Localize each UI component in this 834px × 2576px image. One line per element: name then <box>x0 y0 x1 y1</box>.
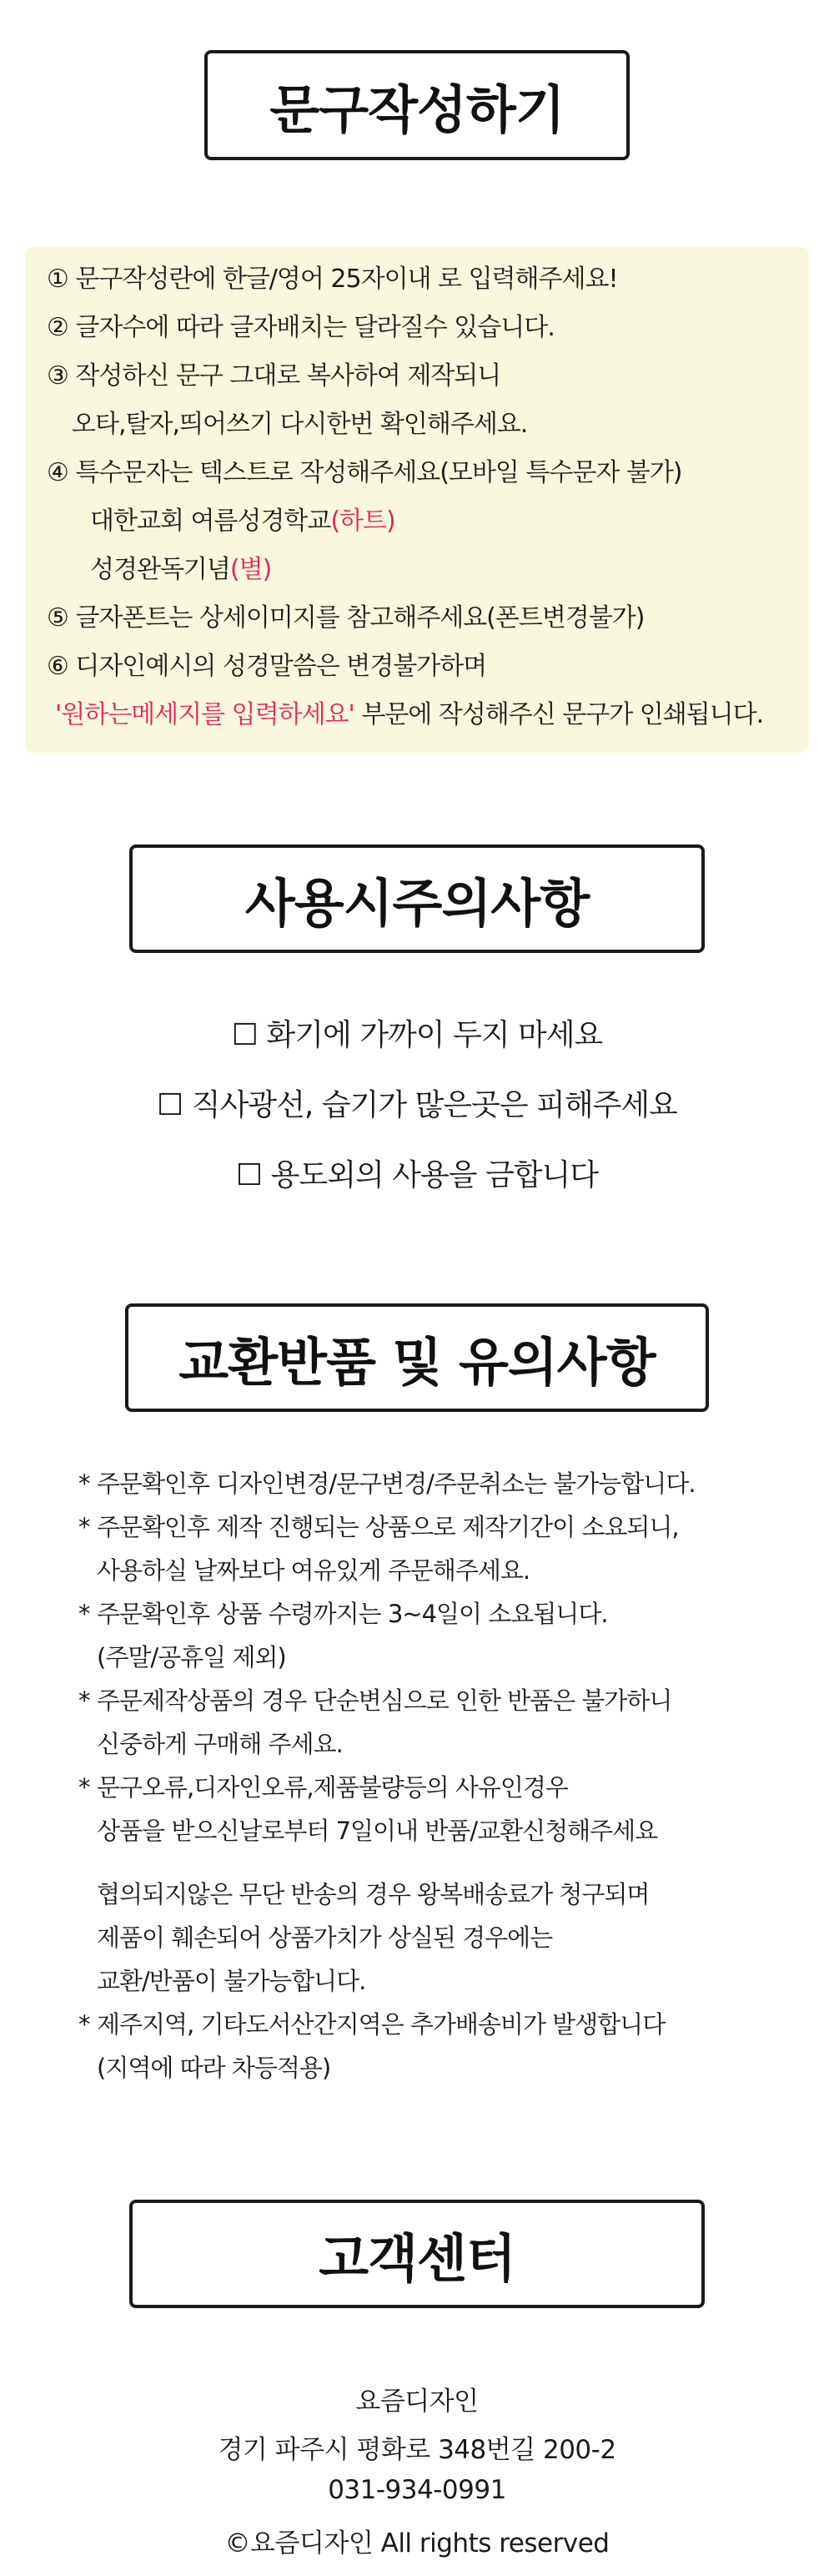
exchange-note <box>80 1679 806 1722</box>
company-phone: 031-934-0991 <box>328 2475 506 2505</box>
exchange-note-continued: 사용하실 날짜보다 여유있게 주문해주세요. <box>97 1556 530 1585</box>
write-guide-line: ⑥ 디자인예시의 성경말씀은 변경불가하며 <box>47 652 487 681</box>
write-guide-line: ③ 작성하신 문구 그대로 복사하여 제작되니 <box>47 361 501 391</box>
exchange-note-continued: 교환/반품이 불가능합니다. <box>97 1967 366 1995</box>
note-text: 주문확인후 디자인변경/문구변경/주문취소는 불가능합니다. <box>97 1469 696 1498</box>
caution-item: ☐ 직사광선, 습기가 많은곳은 피해주세요 <box>157 1088 677 1122</box>
exchange-note-continued: 제품이 훼손되어 상품가치가 상실된 경우에는 <box>97 1923 553 1952</box>
exchange-note <box>80 1766 806 1809</box>
exchange-note-continued: 상품을 받으신날로부터 7일이내 반품/교환신청해주세요 <box>97 1817 658 1845</box>
bullet-star: * <box>78 2010 90 2039</box>
note-text: 주문제작상품의 경우 단순변심으로 인한 반품은 불가하니 <box>97 1686 672 1715</box>
copyright: ©요즘디자인 All rights reserved <box>224 2528 610 2558</box>
exchange-title: 교환반품 및 유의사항 <box>178 1331 656 1393</box>
write-guide-line: ⑤ 글자폰트는 상세이미지를 참고해주세요(폰트변경불가) <box>47 603 645 633</box>
bullet-star: * <box>78 1600 90 1628</box>
example-text: 대한교회 여름성경학교 <box>90 507 331 536</box>
exchange-note <box>80 1592 806 1636</box>
write-guide-line: 오타,탈자,띄어쓰기 다시한번 확인해주세요. <box>72 410 528 439</box>
special-char-example-star <box>47 546 787 594</box>
caution-title: 사용시주의사항 <box>244 872 590 934</box>
caution-item: ☐ 용도외의 사용을 금합니다 <box>235 1158 599 1192</box>
caution-item: ☐ 화기에 가까이 두지 마세요 <box>231 1018 603 1052</box>
message-field-name: '원하는메세지를 입력하세요' <box>55 700 354 729</box>
note-text: 문구오류,디자인오류,제품불량등의 사유인경우 <box>97 1773 568 1802</box>
exchange-notes <box>80 1462 806 2090</box>
note-text: 제주지역, 기타도서산간지역은 추가배송비가 발생합니다 <box>97 2010 666 2039</box>
exchange-note-continued: 신중하게 구매해 주세요. <box>97 1730 343 1758</box>
note-text: 주문확인후 상품 수령까지는 3~4일이 소요됩니다. <box>97 1600 608 1628</box>
write-guide-line: ① 문구작성란에 한글/영어 25자이내 로 입력해주세요! <box>47 265 618 294</box>
contact-title-box <box>129 2200 705 2308</box>
exchange-note-continued: 협의되지않은 무단 반송의 경우 왕복배송료가 청구되며 <box>97 1880 650 1908</box>
exchange-title-box <box>125 1303 709 1412</box>
message-field-note <box>47 691 787 739</box>
exchange-note <box>80 1462 806 1505</box>
write-guide-line: ② 글자수에 따라 글자배치는 달라질수 있습니다. <box>47 313 555 342</box>
bullet-star: * <box>78 1773 90 1802</box>
caution-title-box <box>129 844 705 953</box>
contact-title: 고객센터 <box>319 2227 515 2289</box>
bullet-star: * <box>78 1469 90 1498</box>
bullet-star: * <box>78 1686 90 1715</box>
bullet-star: * <box>78 1513 90 1541</box>
exchange-note-continued: (지역에 따라 차등적용) <box>97 2054 331 2082</box>
company-name: 요즘디자인 <box>355 2387 479 2417</box>
special-char-example-heart <box>47 497 787 546</box>
example-symbol-label: (하트) <box>330 507 395 536</box>
spacer <box>80 1853 806 1873</box>
message-field-text: 부문에 작성해주신 문구가 인쇄됩니다. <box>354 700 764 729</box>
company-address: 경기 파주시 평화로 348번길 200-2 <box>218 2435 616 2465</box>
note-text: 주문확인후 제작 진행되는 상품으로 제작기간이 소요되니, <box>97 1513 679 1541</box>
exchange-note-continued: (주말/공휴일 제외) <box>97 1643 286 1671</box>
exchange-note <box>80 1505 806 1549</box>
write-guide-title-box <box>204 50 630 160</box>
write-guide-line: ④ 특수문자는 텍스트로 작성해주세요(모바일 특수문자 불가) <box>47 458 682 487</box>
example-text: 성경완독기념 <box>90 555 230 584</box>
write-guide-title: 문구작성하기 <box>269 78 565 140</box>
write-guide-panel <box>25 247 809 753</box>
exchange-note <box>80 2003 806 2046</box>
example-symbol-label: (별) <box>229 555 272 584</box>
